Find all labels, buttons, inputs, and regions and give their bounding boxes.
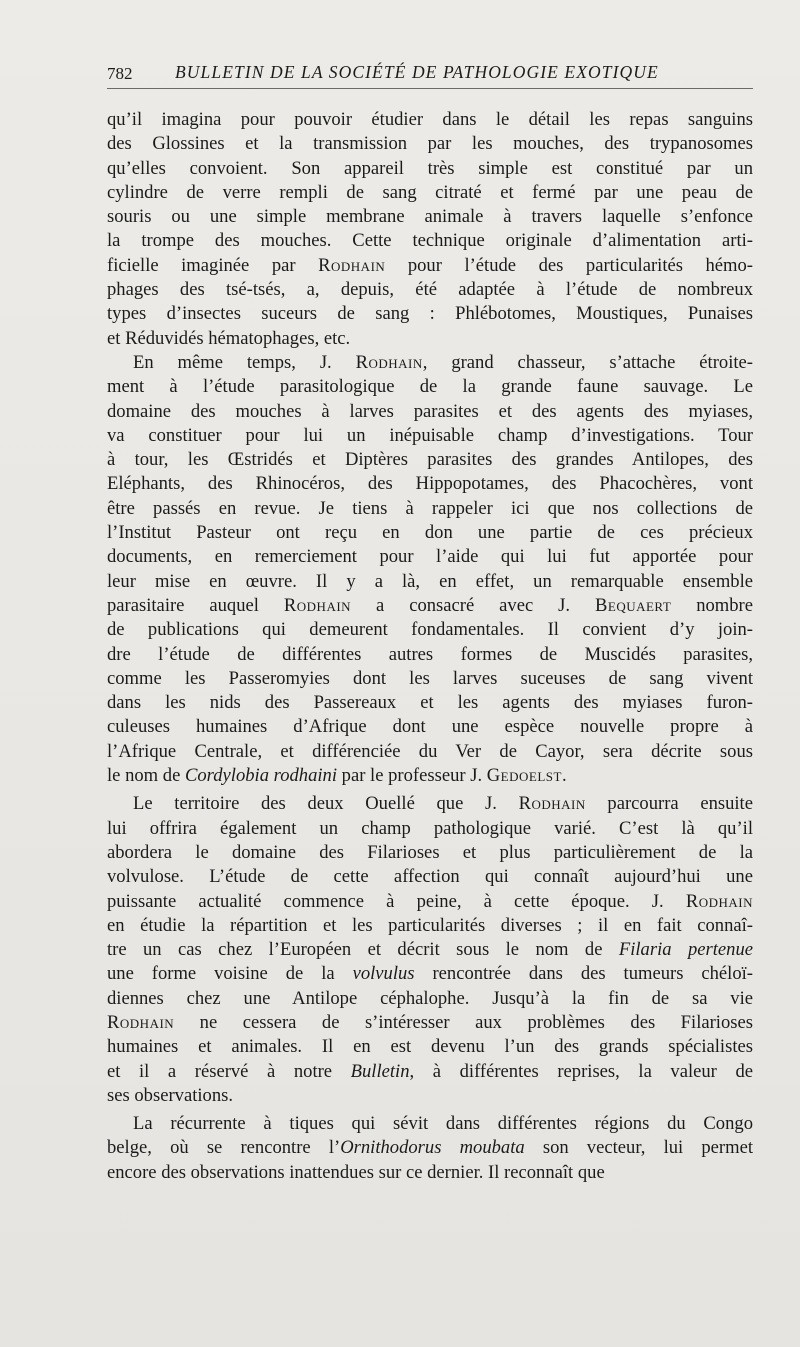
- author-name: Rodhain: [318, 254, 386, 276]
- text-run: et Réduvidés hématophages, etc.: [107, 327, 351, 349]
- text-run: En même temps, J.: [133, 351, 356, 373]
- text-run: la trompe des mouches. Cette technique originale d’alimentation arti-: [107, 230, 753, 252]
- text-line: [107, 1161, 753, 1185]
- text-run: des Glossines et la transmission par les mouches, des trypanosomes: [107, 133, 753, 155]
- text-run: La récurrente à tiques qui sévit dans différentes régions du Congo: [133, 1113, 753, 1135]
- text-line: [107, 278, 753, 302]
- author-name: Bequaert: [594, 594, 672, 616]
- text-line: [107, 1112, 753, 1136]
- author-name: Rodhain: [685, 890, 753, 912]
- text-line: [107, 618, 753, 642]
- author-name: Rodhain: [355, 351, 423, 373]
- text-run: ne cessera de s’intéresser aux problèmes des Filarioses: [174, 1011, 753, 1033]
- text-line: [107, 375, 753, 399]
- text-line: [107, 254, 753, 278]
- text-run: l’Afrique Centrale, et différenciée du Ver de Cayor, sera décrite sous: [107, 740, 753, 762]
- text-run: va constituer pour lui un inépuisable champ d’investigations. Tour: [107, 424, 753, 446]
- text-run: volvulose. L’étude de cette affection qui connaît aujourd’hui une: [107, 866, 753, 888]
- text-line: [107, 1035, 753, 1059]
- text-line: [107, 841, 753, 865]
- text-line: [107, 890, 753, 914]
- text-run: .: [561, 765, 567, 787]
- text-line: [107, 667, 753, 691]
- text-run: , à différentes reprises, la valeur de: [409, 1060, 753, 1082]
- text-run: lui offrira également un champ pathologique varié. C’est là qu’il: [107, 817, 753, 839]
- author-name: Rodhain: [518, 793, 586, 815]
- text-line: [107, 521, 753, 545]
- italic-term: Bulletin: [350, 1060, 410, 1082]
- text-run: abordera le domaine des Filarioses et plus particulièrement de la: [107, 841, 753, 863]
- text-run: qu’elles convoient. Son appareil très simple est constitué par un: [107, 157, 753, 179]
- text-run: types d’insectes suceurs de sang : Phlébotomes, Moustiques, Punaises: [107, 303, 753, 325]
- text-run: Eléphants, des Rhinocéros, des Hippopotames, des Phacochères, vont: [107, 473, 753, 495]
- text-line: [107, 740, 753, 764]
- text-run: dre l’étude de différentes autres formes de Muscidés parasites,: [107, 643, 753, 665]
- text-run: ses observations.: [107, 1084, 234, 1106]
- text-line: [107, 1084, 753, 1108]
- text-run: de publications qui demeurent fondamentales. Il convient d’y join-: [107, 619, 753, 641]
- author-name: Rodhain: [107, 1011, 175, 1033]
- page-number: 782: [107, 64, 133, 83]
- text-line: [107, 545, 753, 569]
- text-line: [107, 914, 753, 938]
- text-run: parasitaire auquel: [107, 594, 284, 616]
- text-line: [107, 327, 753, 351]
- text-run: diennes chez une Antilope céphalophe. Jusqu’à la fin de sa vie: [107, 987, 753, 1009]
- text-run: nombre: [671, 594, 754, 616]
- text-line: [107, 817, 753, 841]
- text-line: [107, 643, 753, 667]
- text-run: en étudie la répartition et les particularités diverses ; il en fait connaî-: [107, 914, 753, 936]
- text-run: cylindre de verre rempli de sang citraté et fermé par une peau de: [107, 181, 753, 203]
- text-run: a consacré avec J.: [351, 594, 595, 616]
- text-run: être passés en revue. Je tiens à rappeler ici que nos collections de: [107, 497, 753, 519]
- text-run: humaines et animales. Il en est devenu l’un des grands spécialistes: [107, 1036, 753, 1058]
- body-text: [107, 108, 753, 1185]
- text-run: ficielle imaginée par: [107, 254, 319, 276]
- text-run: ment à l’étude parasitologique de la grande faune sauvage. Le: [107, 376, 753, 398]
- text-line: [107, 108, 753, 132]
- text-line: [107, 1011, 753, 1035]
- text-run: pour l’étude des particularités hémo-: [385, 254, 753, 276]
- text-run: l’Institut Pasteur ont reçu en don une partie de ces précieux: [107, 522, 753, 544]
- text-line: [107, 715, 753, 739]
- text-run: par le professeur J.: [337, 765, 487, 787]
- text-line: [107, 132, 753, 156]
- text-run: à tour, les Œstridés et Diptères parasites des grandes Antilopes, des: [107, 449, 753, 471]
- text-run: culeuses humaines d’Afrique dont une espèce nouvelle propre à: [107, 716, 753, 738]
- text-line: [107, 1060, 753, 1084]
- text-line: [107, 1136, 753, 1160]
- text-line: [107, 448, 753, 472]
- text-line: [107, 938, 753, 962]
- text-line: [107, 497, 753, 521]
- text-line: [107, 205, 753, 229]
- text-run: Le territoire des deux Ouellé que J.: [133, 793, 519, 815]
- text-line: [107, 400, 753, 424]
- text-line: [107, 351, 753, 375]
- author-name: Gedoelst: [486, 765, 562, 787]
- text-run: rencontrée dans des tumeurs chéloï-: [414, 963, 754, 985]
- text-run: une forme voisine de la: [107, 963, 353, 985]
- text-line: [107, 764, 753, 788]
- text-run: parcourra ensuite: [585, 793, 753, 815]
- italic-term: Filaria pertenue: [618, 939, 753, 961]
- text-line: [107, 472, 753, 496]
- text-run: souris ou une simple membrane animale à travers laquelle s’enfonce: [107, 206, 753, 228]
- text-line: [107, 962, 753, 986]
- journal-title: BULLETIN DE LA SOCIÉTÉ DE PATHOLOGIE EXOTIQUE: [175, 62, 659, 82]
- text-run: leur mise en œuvre. Il y a là, en effet, un remarquable ensemble: [107, 570, 753, 592]
- author-name: Rodhain: [283, 594, 352, 616]
- text-run: encore des observations inattendues sur ce dernier. Il reconnaît que: [107, 1161, 605, 1183]
- text-run: documents, en remerciement pour l’aide qui lui fut apportée pour: [107, 546, 753, 568]
- text-line: [107, 792, 753, 816]
- text-line: [107, 229, 753, 253]
- text-run: tre un cas chez l’Européen et décrit sous le nom de: [107, 939, 619, 961]
- text-run: phages des tsé-tsés, a, depuis, été adaptée à l’étude de nombreux: [107, 279, 753, 301]
- running-header: [107, 60, 753, 89]
- text-line: [107, 181, 753, 205]
- text-run: , grand chasseur, s’attache étroite-: [422, 351, 753, 373]
- text-line: [107, 302, 753, 326]
- italic-term: Cordylobia rodhaini: [184, 765, 338, 787]
- text-run: dans les nids des Passereaux et les agents des myiases furon-: [107, 692, 753, 714]
- italic-term: volvulus: [352, 963, 415, 985]
- text-line: [107, 570, 753, 594]
- text-run: son vecteur, lui permet: [524, 1137, 753, 1159]
- italic-term: Ornithodorus moubata: [340, 1137, 525, 1159]
- text-run: le nom de: [107, 765, 185, 787]
- text-run: comme les Passeromyies dont les larves suceuses de sang vivent: [107, 667, 753, 689]
- text-run: domaine des mouches à larves parasites et des agents des myiases,: [107, 400, 753, 422]
- text-line: [107, 691, 753, 715]
- text-run: puissante actualité commence à peine, à cette époque. J.: [107, 890, 686, 912]
- text-line: [107, 594, 753, 618]
- text-run: et il a réservé à notre: [107, 1060, 351, 1082]
- text-run: belge, où se rencontre l’: [107, 1137, 341, 1159]
- text-line: [107, 987, 753, 1011]
- text-line: [107, 157, 753, 181]
- text-line: [107, 424, 753, 448]
- text-line: [107, 865, 753, 889]
- text-run: qu’il imagina pour pouvoir étudier dans le détail les repas sanguins: [107, 109, 753, 130]
